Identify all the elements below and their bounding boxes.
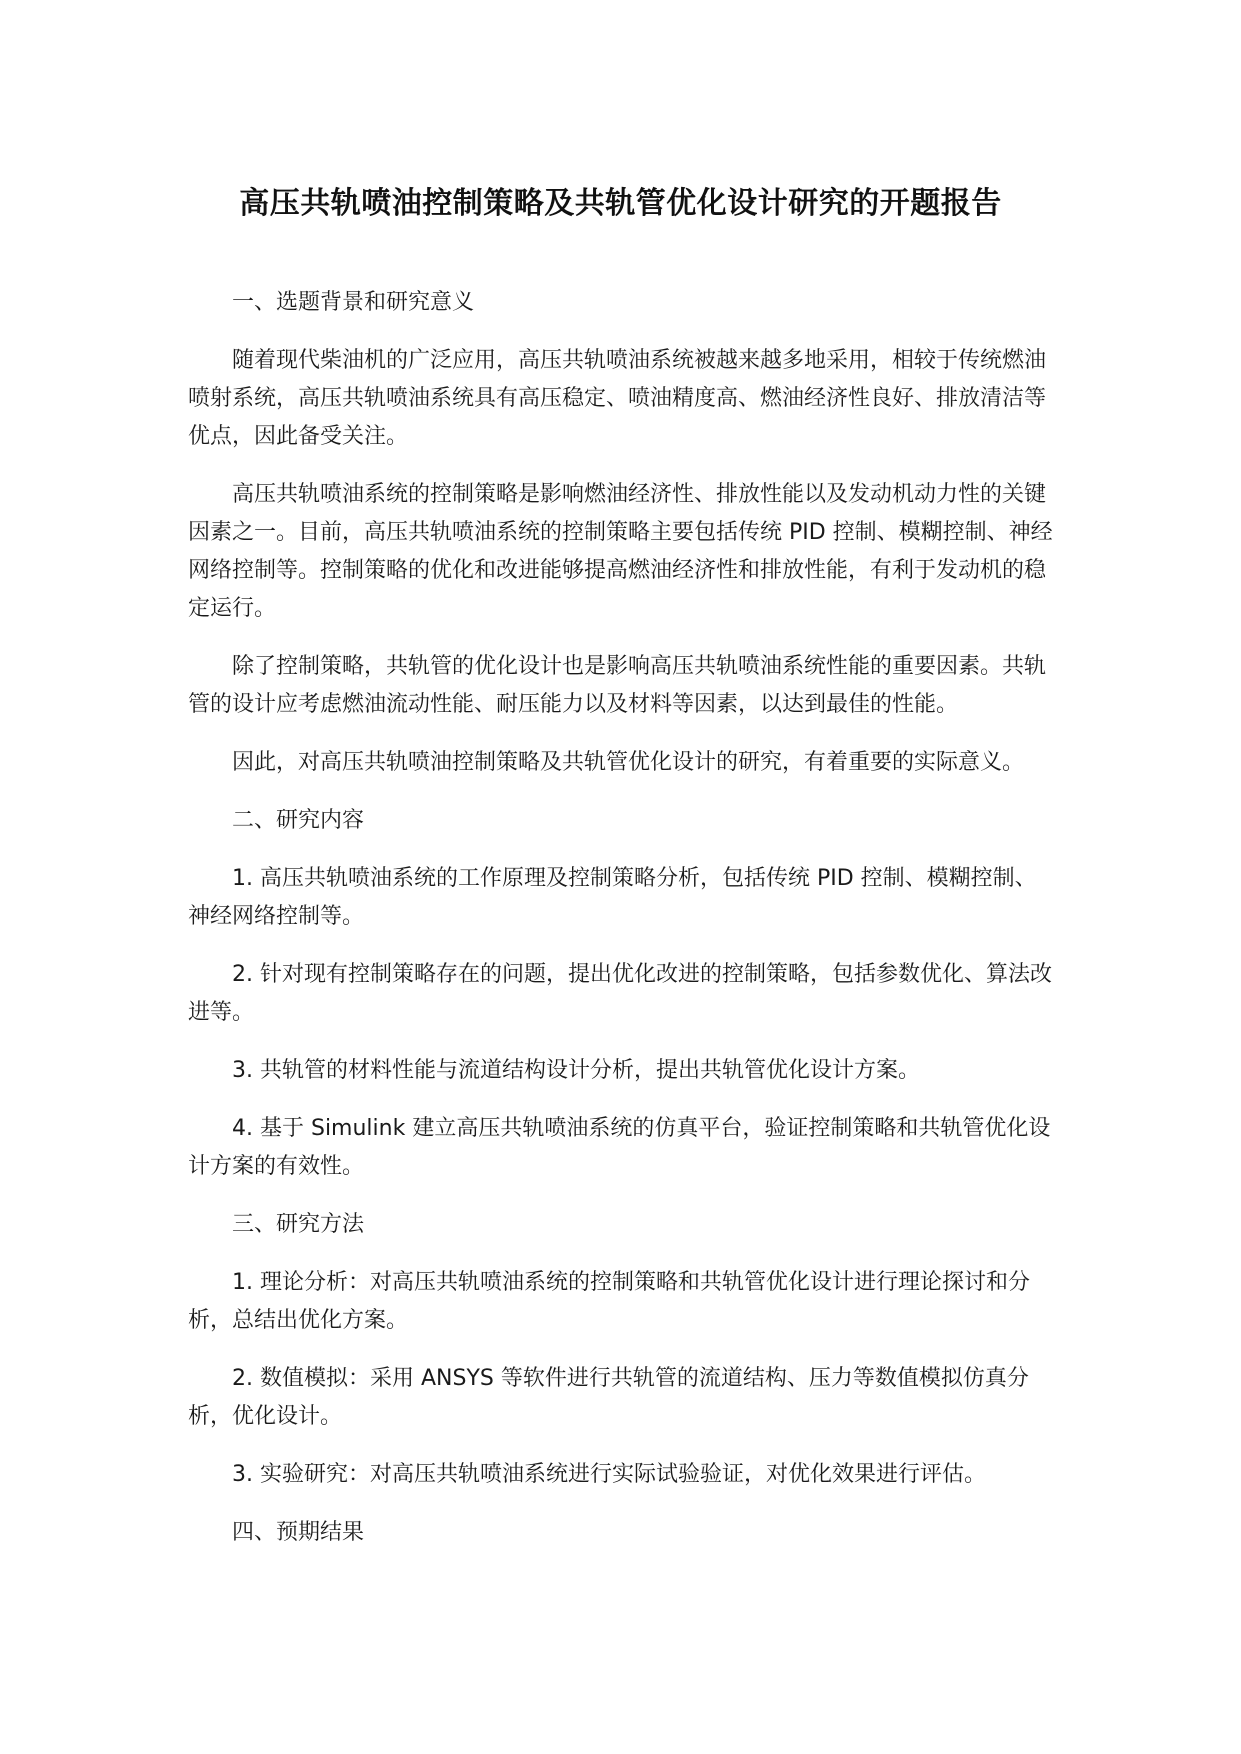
- paragraph: 随着现代柴油机的广泛应用，高压共轨喷油系统被越来越多地采用，相较于传统燃油喷射系统，高压共轨喷油系统具有高压稳定、喷油精度高、燃油经济性良好、排放清洁等优点，因此备受关注。: [188, 348, 1047, 449]
- list-item: 1. 理论分析：对高压共轨喷油系统的控制策略和共轨管优化设计进行理论探讨和分析，总结出优化方案。: [188, 1270, 1030, 1333]
- list-item: 2. 数值模拟：采用 ANSYS 等软件进行共轨管的流道结构、压力等数值模拟仿真分析，优化设计。: [188, 1366, 1029, 1429]
- list-item: 3. 共轨管的材料性能与流道结构设计分析，提出共轨管优化设计方案。: [232, 1058, 920, 1083]
- paragraph: 高压共轨喷油系统的控制策略是影响燃油经济性、排放性能以及发动机动力性的关键因素之一。目前，高压共轨喷油系统的控制策略主要包括传统 PID 控制、模糊控制、神经网络控制等。控制策略的优化和改进能够提高燃油经济性和排放性能，有利于发动机的稳定运行。: [188, 482, 1053, 621]
- section-heading-content: 二、研究内容: [232, 808, 365, 833]
- list-item: 2. 针对现有控制策略存在的问题，提出优化改进的控制策略，包括参数优化、算法改进等。: [188, 962, 1052, 1025]
- list-item: 3. 实验研究：对高压共轨喷油系统进行实际试验验证，对优化效果进行评估。: [232, 1462, 986, 1487]
- document-body: [188, 284, 1058, 1572]
- paragraph: 除了控制策略，共轨管的优化设计也是影响高压共轨喷油系统性能的重要因素。共轨管的设计应考虑燃油流动性能、耐压能力以及材料等因素，以达到最佳的性能。: [188, 654, 1047, 717]
- section-heading-background: 一、选题背景和研究意义: [232, 290, 475, 315]
- document-title: 高压共轨喷油控制策略及共轨管优化设计研究的开题报告: [239, 186, 1002, 221]
- section-heading-results: 四、预期结果: [232, 1520, 365, 1545]
- list-item: 1. 高压共轨喷油系统的工作原理及控制策略分析，包括传统 PID 控制、模糊控制、神经网络控制等。: [188, 866, 1037, 929]
- section-heading-methods: 三、研究方法: [232, 1212, 365, 1237]
- list-item: 4. 基于 Simulink 建立高压共轨喷油系统的仿真平台，验证控制策略和共轨管优化设计方案的有效性。: [188, 1116, 1051, 1179]
- paragraph: 因此，对高压共轨喷油控制策略及共轨管优化设计的研究，有着重要的实际意义。: [232, 750, 1025, 775]
